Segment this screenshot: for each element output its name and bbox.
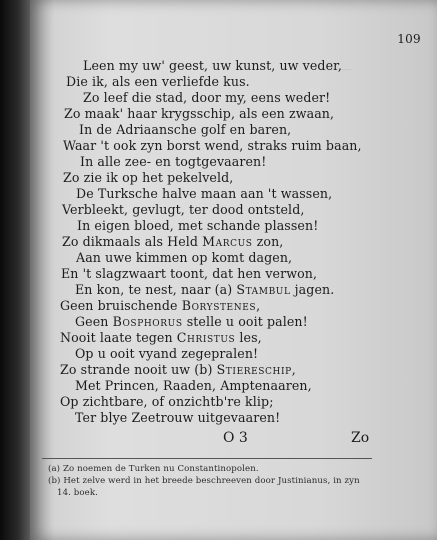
- proper-name: Stambul: [236, 282, 291, 297]
- verse-text: Zo dikmaals als Held: [62, 234, 203, 249]
- verse-line: [75, 346, 258, 361]
- verse-line: [77, 218, 318, 233]
- verse-text: ,: [291, 362, 296, 377]
- book-page: [30, 0, 437, 540]
- verse-line: [66, 74, 250, 89]
- verse-text: les,: [235, 330, 262, 345]
- verse-text: Met Princen, Raaden, Amptenaaren,: [75, 378, 312, 393]
- bleed-through-text: —: [340, 62, 352, 76]
- verse-text: jagen.: [290, 282, 335, 297]
- verse-line: [62, 202, 304, 217]
- verse-text: Waar 't ook zyn borst wend, straks ruim baan,: [63, 138, 362, 153]
- proper-name: Borystenes: [181, 298, 257, 313]
- verse-text: Geen bruischende: [60, 298, 182, 313]
- verse-text: Aan uwe kimmen op komt dagen,: [76, 250, 293, 265]
- verse-line: [76, 186, 332, 201]
- footnote-b: (b) Het zelve werd in het breede beschreeven door Justinianus, in zyn: [48, 476, 360, 486]
- verse-line: [76, 250, 292, 265]
- proper-name: Stiereschip: [216, 362, 292, 377]
- proper-name: Bosphorus: [112, 314, 183, 329]
- verse-text: stelle u ooit palen!: [182, 314, 308, 329]
- verse-text: Ter blye Zeetrouw uitgevaaren!: [75, 410, 281, 425]
- verse-text: Verbleekt, gevlugt, ter dood ontsteld,: [62, 202, 305, 217]
- verse-text: In alle zee- en togtgevaaren!: [80, 154, 267, 169]
- verse-line: [60, 298, 260, 313]
- verse-text: Zo strande nooit uw (b): [60, 362, 217, 377]
- footnote-a: (a) Zo noemen de Turken nu Constantinopolen.: [48, 464, 259, 474]
- signature-mark: O 3: [223, 430, 248, 446]
- verse-line: [60, 394, 274, 409]
- verse-text: Zo leef die stad, door my, eens weder!: [83, 90, 331, 105]
- verse-text: Op zichtbare, of onzichtb're klip;: [60, 394, 274, 409]
- verse-line: [63, 138, 362, 153]
- verse-line: [62, 234, 283, 249]
- verse-text: Nooit laate tegen: [60, 330, 177, 345]
- proper-name: Christus: [176, 330, 236, 345]
- catch-line: [30, 430, 437, 450]
- footnote-divider: [42, 458, 372, 459]
- verse-text: De Turksche halve maan aan 't wassen,: [76, 186, 333, 201]
- footnote-b-continuation: 14. boek.: [57, 488, 98, 498]
- proper-name: Marcus: [202, 234, 253, 249]
- verse-line: [60, 330, 262, 345]
- verse-text: Op u ooit vyand zegepralen!: [75, 346, 259, 361]
- verse-text: En kon, te nest, naar (a): [75, 282, 237, 297]
- verse-line: [75, 378, 312, 393]
- verse-text: Leen my uw' geest, uw kunst, uw veder,: [83, 58, 342, 73]
- verse-text: Die ik, als een verliefde kus.: [66, 74, 250, 89]
- verse-line: [63, 170, 233, 185]
- verse-line: [60, 362, 296, 377]
- verse-text: En 't slagzwaart toont, dat hen verwon,: [61, 266, 318, 281]
- verse-line: [61, 266, 317, 281]
- catchword: Zo: [351, 430, 370, 446]
- verse-line: [64, 106, 334, 121]
- page-number: 109: [397, 32, 421, 46]
- verse-text: Geen: [75, 314, 113, 329]
- verse-line: [75, 410, 280, 425]
- verse-text: In de Adriaansche golf en baren,: [79, 122, 292, 137]
- verse-line: [80, 154, 266, 169]
- verse-text: Zo zie ik op het pekelveld,: [63, 170, 234, 185]
- verse-line: [75, 282, 334, 297]
- verse-line: [75, 314, 308, 329]
- verse-text: Zo maak' haar krygsschip, als een zwaan,: [64, 106, 335, 121]
- verse-text: ,: [256, 298, 261, 313]
- verse-line: [79, 122, 291, 137]
- verse-line: [83, 90, 330, 105]
- verse-text: zon,: [252, 234, 284, 249]
- verse-line: [83, 58, 342, 73]
- verse-text: In eigen bloed, met schande plassen!: [77, 218, 319, 233]
